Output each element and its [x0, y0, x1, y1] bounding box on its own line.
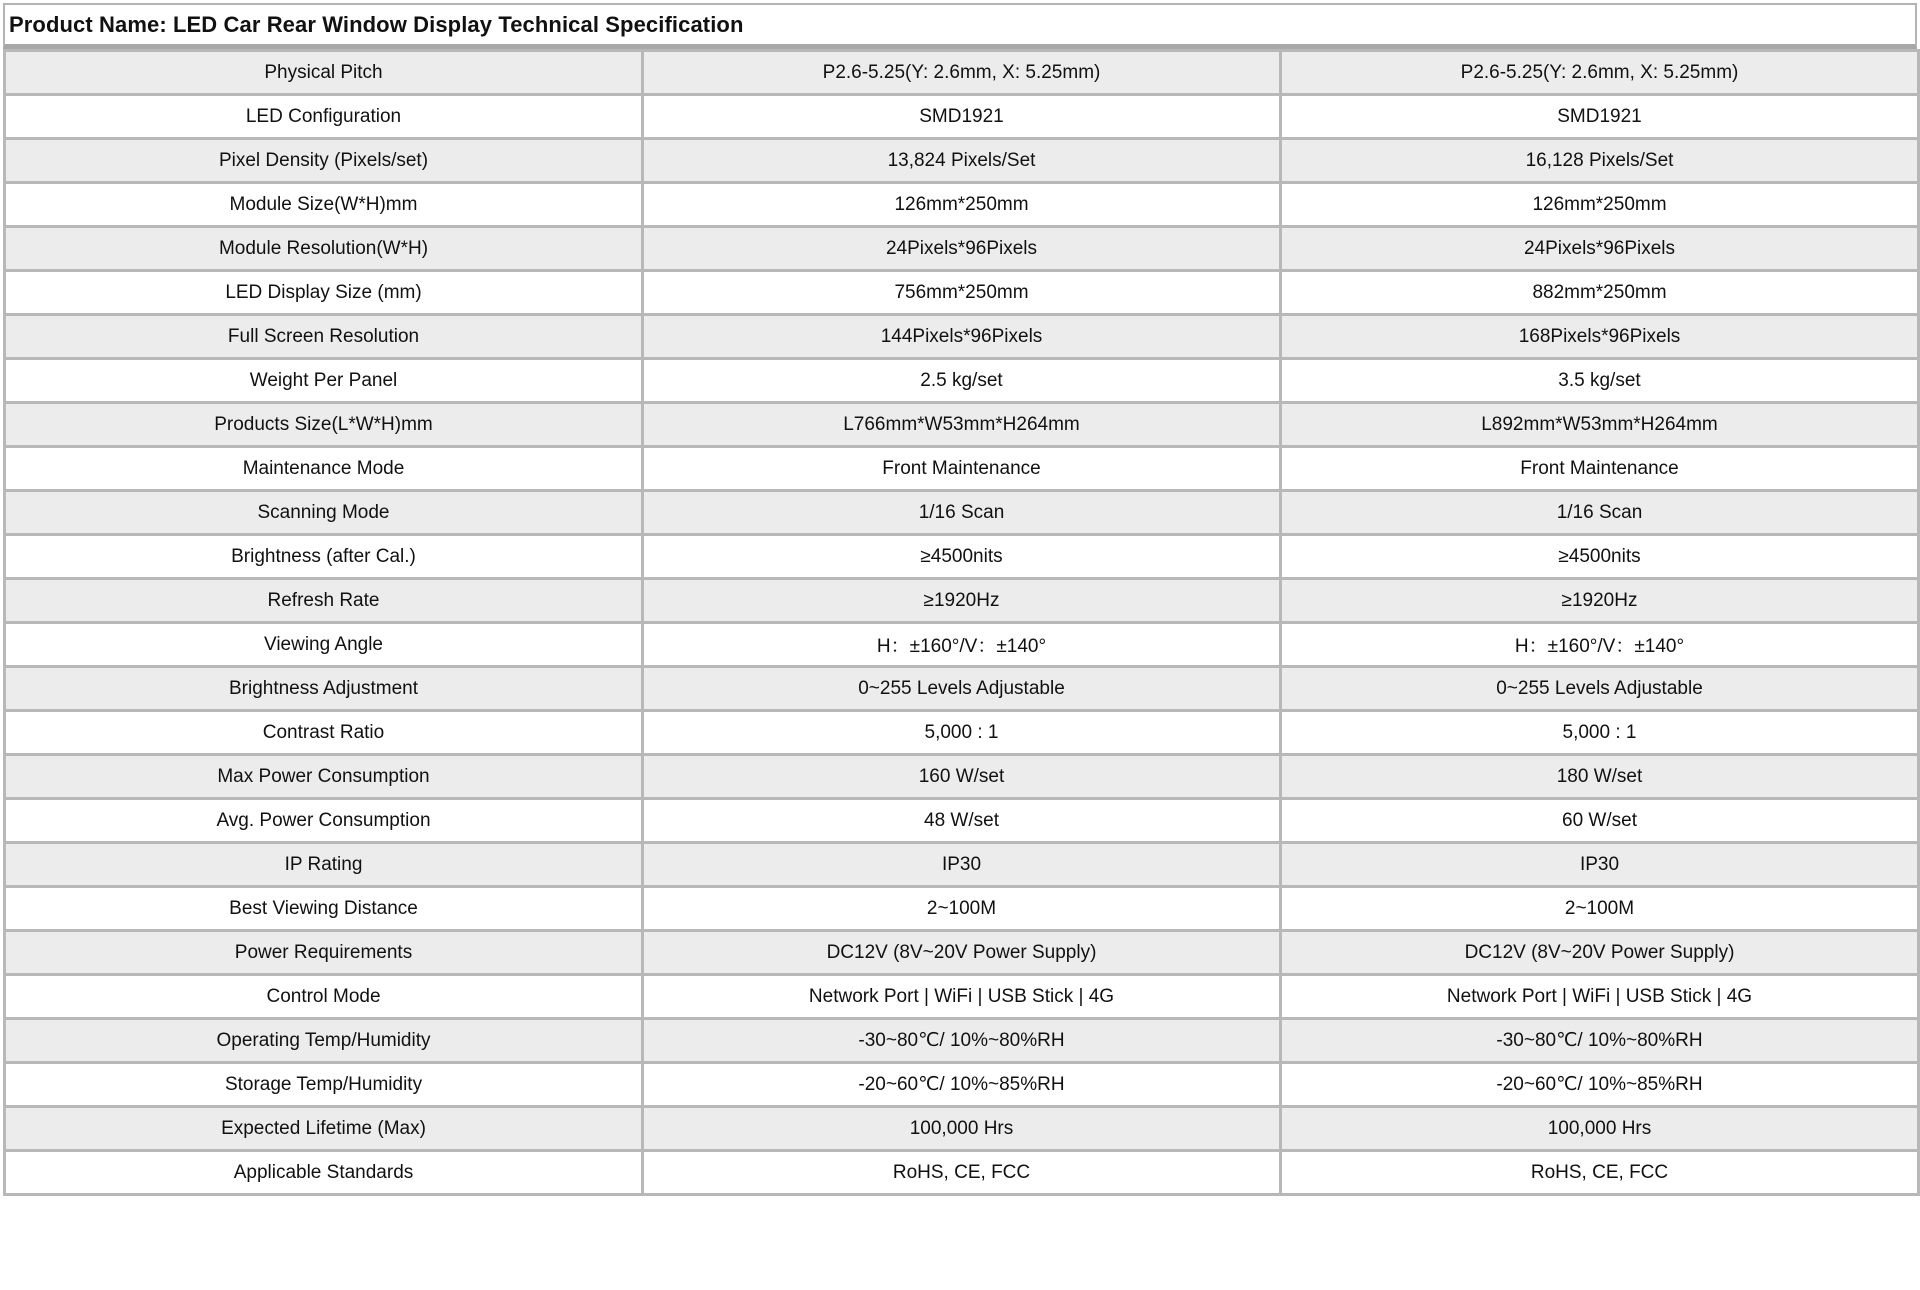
spec-value-cell-model-1: L766mm*W53mm*H264mm [643, 403, 1281, 447]
table-row [5, 843, 1919, 887]
spec-value-cell-model-2: RoHS, CE, FCC [1281, 1151, 1919, 1195]
spec-label-cell: Refresh Rate [5, 579, 643, 623]
spec-label-cell: Storage Temp/Humidity [5, 1063, 643, 1107]
spec-label-cell: Module Size(W*H)mm [5, 183, 643, 227]
spec-value-cell-model-2: IP30 [1281, 843, 1919, 887]
spec-value-cell-model-1: 5,000 : 1 [643, 711, 1281, 755]
spec-value-cell-model-1: ≥4500nits [643, 535, 1281, 579]
spec-value-cell-model-2: 5,000 : 1 [1281, 711, 1919, 755]
table-row [5, 1019, 1919, 1063]
spec-label-cell: Module Resolution(W*H) [5, 227, 643, 271]
spec-value-cell-model-2: Front Maintenance [1281, 447, 1919, 491]
table-row [5, 271, 1919, 315]
spec-value-cell-model-1: 126mm*250mm [643, 183, 1281, 227]
table-row [5, 95, 1919, 139]
product-title: Product Name: LED Car Rear Window Display Technical Specification [3, 3, 1917, 49]
spec-label-cell: Avg. Power Consumption [5, 799, 643, 843]
spec-value-cell-model-1: -20~60℃/ 10%~85%RH [643, 1063, 1281, 1107]
spec-value-cell-model-2: 3.5 kg/set [1281, 359, 1919, 403]
spec-value-cell-model-2: SMD1921 [1281, 95, 1919, 139]
table-row [5, 227, 1919, 271]
table-row [5, 579, 1919, 623]
spec-value-cell-model-1: 160 W/set [643, 755, 1281, 799]
spec-label-cell: Full Screen Resolution [5, 315, 643, 359]
spec-label-cell: Brightness Adjustment [5, 667, 643, 711]
spec-value-cell-model-2: 126mm*250mm [1281, 183, 1919, 227]
spec-table [3, 49, 1920, 1196]
spec-value-cell-model-2: 0~255 Levels Adjustable [1281, 667, 1919, 711]
spec-value-cell-model-2: 16,128 Pixels/Set [1281, 139, 1919, 183]
spec-value-cell-model-1: 2.5 kg/set [643, 359, 1281, 403]
table-row [5, 403, 1919, 447]
table-row [5, 975, 1919, 1019]
spec-value-cell-model-1: 48 W/set [643, 799, 1281, 843]
spec-sheet [3, 3, 1917, 1196]
spec-value-cell-model-1: H：±160°/V：±140° [643, 623, 1281, 667]
spec-label-cell: Physical Pitch [5, 51, 643, 95]
spec-label-cell: Power Requirements [5, 931, 643, 975]
spec-label-cell: Maintenance Mode [5, 447, 643, 491]
spec-value-cell-model-1: 100,000 Hrs [643, 1107, 1281, 1151]
spec-value-cell-model-2: 100,000 Hrs [1281, 1107, 1919, 1151]
table-row [5, 491, 1919, 535]
table-row [5, 1107, 1919, 1151]
table-row [5, 711, 1919, 755]
spec-label-cell: Control Mode [5, 975, 643, 1019]
spec-value-cell-model-2: H：±160°/V：±140° [1281, 623, 1919, 667]
spec-label-cell: Operating Temp/Humidity [5, 1019, 643, 1063]
table-row [5, 623, 1919, 667]
spec-value-cell-model-1: 756mm*250mm [643, 271, 1281, 315]
spec-label-cell: Brightness (after Cal.) [5, 535, 643, 579]
table-row [5, 667, 1919, 711]
spec-label-cell: Weight Per Panel [5, 359, 643, 403]
spec-value-cell-model-2: -30~80℃/ 10%~80%RH [1281, 1019, 1919, 1063]
spec-value-cell-model-1: -30~80℃/ 10%~80%RH [643, 1019, 1281, 1063]
spec-label-cell: Expected Lifetime (Max) [5, 1107, 643, 1151]
spec-value-cell-model-1: Front Maintenance [643, 447, 1281, 491]
table-row [5, 1063, 1919, 1107]
spec-value-cell-model-2: 2~100M [1281, 887, 1919, 931]
table-row [5, 447, 1919, 491]
spec-value-cell-model-1: ≥1920Hz [643, 579, 1281, 623]
table-row [5, 755, 1919, 799]
spec-value-cell-model-2: DC12V (8V~20V Power Supply) [1281, 931, 1919, 975]
spec-value-cell-model-2: 1/16 Scan [1281, 491, 1919, 535]
spec-value-cell-model-1: 144Pixels*96Pixels [643, 315, 1281, 359]
spec-label-cell: Viewing Angle [5, 623, 643, 667]
table-row [5, 931, 1919, 975]
table-row [5, 183, 1919, 227]
spec-value-cell-model-1: DC12V (8V~20V Power Supply) [643, 931, 1281, 975]
spec-value-cell-model-2: Network Port | WiFi | USB Stick | 4G [1281, 975, 1919, 1019]
spec-value-cell-model-2: ≥1920Hz [1281, 579, 1919, 623]
spec-value-cell-model-1: 1/16 Scan [643, 491, 1281, 535]
spec-label-cell: LED Display Size (mm) [5, 271, 643, 315]
spec-label-cell: LED Configuration [5, 95, 643, 139]
spec-label-cell: IP Rating [5, 843, 643, 887]
spec-value-cell-model-2: 168Pixels*96Pixels [1281, 315, 1919, 359]
spec-value-cell-model-2: -20~60℃/ 10%~85%RH [1281, 1063, 1919, 1107]
spec-label-cell: Applicable Standards [5, 1151, 643, 1195]
spec-value-cell-model-2: P2.6-5.25(Y: 2.6mm, X: 5.25mm) [1281, 51, 1919, 95]
spec-value-cell-model-1: Network Port | WiFi | USB Stick | 4G [643, 975, 1281, 1019]
spec-value-cell-model-1: RoHS, CE, FCC [643, 1151, 1281, 1195]
table-row [5, 51, 1919, 95]
spec-value-cell-model-2: ≥4500nits [1281, 535, 1919, 579]
table-row [5, 535, 1919, 579]
spec-table-body [5, 51, 1919, 1195]
spec-label-cell: Pixel Density (Pixels/set) [5, 139, 643, 183]
spec-value-cell-model-2: L892mm*W53mm*H264mm [1281, 403, 1919, 447]
spec-label-cell: Contrast Ratio [5, 711, 643, 755]
spec-value-cell-model-2: 882mm*250mm [1281, 271, 1919, 315]
table-row [5, 1151, 1919, 1195]
spec-value-cell-model-1: 0~255 Levels Adjustable [643, 667, 1281, 711]
spec-value-cell-model-1: 2~100M [643, 887, 1281, 931]
table-row [5, 887, 1919, 931]
spec-value-cell-model-2: 24Pixels*96Pixels [1281, 227, 1919, 271]
spec-value-cell-model-1: IP30 [643, 843, 1281, 887]
spec-label-cell: Scanning Mode [5, 491, 643, 535]
spec-value-cell-model-1: 24Pixels*96Pixels [643, 227, 1281, 271]
spec-value-cell-model-2: 180 W/set [1281, 755, 1919, 799]
spec-value-cell-model-1: 13,824 Pixels/Set [643, 139, 1281, 183]
spec-value-cell-model-1: SMD1921 [643, 95, 1281, 139]
spec-value-cell-model-1: P2.6-5.25(Y: 2.6mm, X: 5.25mm) [643, 51, 1281, 95]
spec-value-cell-model-2: 60 W/set [1281, 799, 1919, 843]
spec-label-cell: Max Power Consumption [5, 755, 643, 799]
table-row [5, 139, 1919, 183]
table-row [5, 315, 1919, 359]
spec-label-cell: Products Size(L*W*H)mm [5, 403, 643, 447]
spec-label-cell: Best Viewing Distance [5, 887, 643, 931]
table-row [5, 799, 1919, 843]
table-row [5, 359, 1919, 403]
